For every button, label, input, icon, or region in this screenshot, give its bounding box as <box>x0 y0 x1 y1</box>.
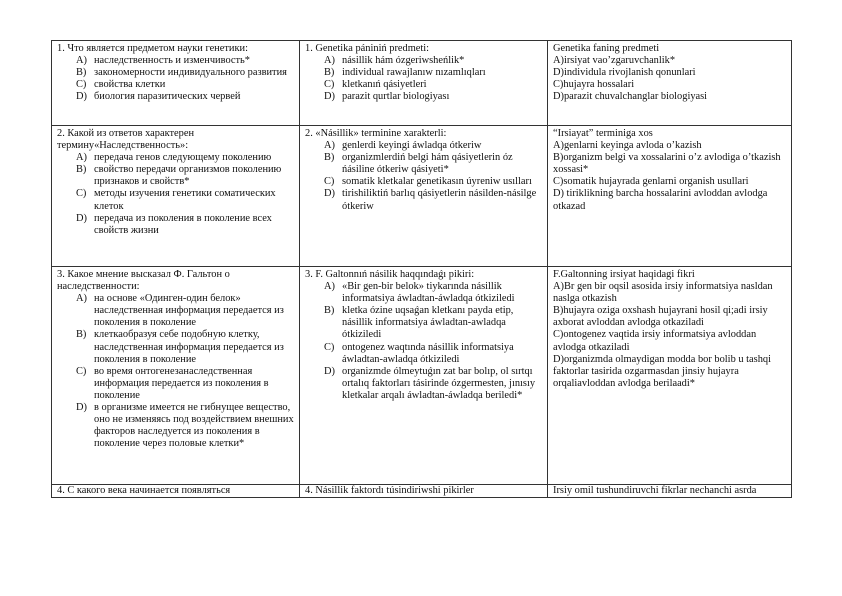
option <box>57 402 294 450</box>
option-text: во время онтогенезанаследственная информация передается из поколения в поколение <box>94 365 269 401</box>
question-text: 1. Genetika pániniń predmeti: <box>305 43 430 54</box>
karakalpak-cell <box>300 41 548 126</box>
option-text: свойства клетки <box>94 79 166 91</box>
text-line: D) tiriklikning barcha hossalarini avloddan avlodga otkazad <box>553 188 768 212</box>
option-marker: B) <box>76 67 87 79</box>
question-text: 3. F. Galtonnıń násilik haqqındaǵı pikiri: <box>305 269 475 280</box>
option-text: клеткаобразуя себе подобную клетку, наследственная информация передается из поколения в поколение <box>94 329 284 365</box>
option-text: individual rawajlanıw nızamlıqları <box>342 67 486 79</box>
russian-cell <box>52 126 300 267</box>
option-text: organizmlerdiń belgi hám qásiyetlerin óz ńásiline ótkeriw qásiyeti* <box>342 152 513 176</box>
option-marker: C) <box>76 188 87 200</box>
option <box>305 79 542 91</box>
karakalpak-cell <box>300 485 548 498</box>
option-text: ontogenez waqtında násillik informatsiya áwladtan-awladqa ótkiziledi <box>342 341 514 365</box>
text-line: F.Galtonning irsiyat haqidagi fikri <box>553 269 695 280</box>
option <box>305 366 542 402</box>
text-line: C)somatik hujayrada genlarni organish usullari <box>553 176 749 188</box>
option-text: биология паразитических червей <box>94 91 241 103</box>
option-marker: C) <box>324 341 335 353</box>
text-line: Irsiy omil tushundiruvchi fikrlar nechanchi asrda <box>553 485 757 496</box>
option-text: násillik hám ózgeriwsheńlik* <box>342 55 465 67</box>
option-marker: D) <box>76 91 87 103</box>
option <box>57 188 294 212</box>
option-marker: B) <box>324 67 335 79</box>
option-text: наследственность и изменчивость* <box>94 55 250 67</box>
option <box>305 176 542 188</box>
text-line: C)hujayra hossalari <box>553 79 635 91</box>
text-line: D)individula rivojlanish qonunlari <box>553 67 696 79</box>
karakalpak-cell <box>300 267 548 485</box>
option-marker: B) <box>76 329 87 341</box>
option <box>305 342 542 366</box>
question-text: 2. Какой из ответов характерен термину«Наследственность»: <box>57 128 194 152</box>
russian-cell <box>52 41 300 126</box>
option <box>305 281 542 305</box>
text-line: A)irsiyat vao’zgaruvchanlik* <box>553 55 676 67</box>
question-row <box>52 485 792 498</box>
question-row <box>52 267 792 485</box>
options-list <box>305 140 542 213</box>
option-marker: C) <box>76 79 87 91</box>
option <box>57 293 294 329</box>
option <box>305 140 542 152</box>
option-marker: D) <box>324 188 335 200</box>
russian-cell <box>52 267 300 485</box>
option-text: parazit qurtlar biologiyası <box>342 91 450 103</box>
option <box>305 67 542 79</box>
option-marker: D) <box>324 365 335 377</box>
option-text: передача генов следующему поколению <box>94 152 272 164</box>
option-text: kletka ózine uqsaǵan kletkanı payda etip, násillik informatsiya áwladtan-awladqa ótkiziledi <box>342 305 514 341</box>
option <box>305 91 542 103</box>
option-text: на основе «Одинген-один белок» наследственная информация передается из поколения в поколение <box>94 293 284 329</box>
option <box>305 55 542 67</box>
option-marker: C) <box>324 79 335 91</box>
options-list <box>57 55 294 103</box>
options-list <box>57 293 294 450</box>
option-marker: A) <box>324 140 335 152</box>
option-marker: A) <box>76 152 87 164</box>
option <box>305 152 542 176</box>
option-text: методы изучения генетики соматических клеток <box>94 188 276 212</box>
options-list <box>305 55 542 103</box>
option-marker: C) <box>76 365 87 377</box>
option-text: genlerdi keyingi áwladqa ótkeriw <box>342 140 482 152</box>
option-text: somatik kletkalar genetikasın úyreniw usılları <box>342 176 532 188</box>
text-line: Genetika faning predmeti <box>553 43 660 54</box>
option-marker: B) <box>76 164 87 176</box>
option <box>57 79 294 91</box>
option-marker: D) <box>76 212 87 224</box>
option <box>57 152 294 164</box>
option <box>305 188 542 212</box>
question-text: 1. Что является предметом науки генетики: <box>57 43 248 54</box>
option <box>57 91 294 103</box>
option-text: «Bir gen-bir belok» tiykarında násillik informatsiya áwladtan-áwladqa ótkiziledi <box>342 281 515 305</box>
option-marker: B) <box>324 152 335 164</box>
uzbek-cell <box>548 267 792 485</box>
text-line: A)Br gen bir oqsil asosida irsiy informatsiya nasldan naslga otkazish <box>553 281 773 305</box>
option-marker: A) <box>324 281 335 293</box>
option-marker: C) <box>324 176 335 188</box>
uzbek-cell <box>548 126 792 267</box>
option <box>305 305 542 341</box>
uzbek-cell <box>548 485 792 498</box>
text-line: D)parazit chuvalchanglar biologiyasi <box>553 91 708 103</box>
question-text: 4. Násillik faktordı túsindiriwshi pikirler <box>305 485 474 496</box>
option <box>57 366 294 402</box>
option-text: в организме имеется не гибнущее вещество, оно не изменяясь под воздействием внешних факторов наследуется из поколения в поколение через половые клетки* <box>94 402 294 450</box>
option-marker: B) <box>324 305 335 317</box>
text-line: C)ontogenez vaqtida irsiy informatsiya avloddan avlodga otkaziladi <box>553 329 757 353</box>
option <box>57 164 294 188</box>
question-text: 3. Какое мнение высказал Ф. Гальтон о наследственности: <box>57 269 230 293</box>
text-line: D)organizmda olmaydigan modda bor bolib u tashqi faktorlar tasirida ozgarmasdan jinsiy hujayra orqaliavloddan avlodga berilaadi* <box>553 353 771 389</box>
russian-cell <box>52 485 300 498</box>
text-line: A)genlarni keyinga avloda o’kazish <box>553 140 702 152</box>
option <box>57 213 294 237</box>
karakalpak-cell <box>300 126 548 267</box>
uzbek-cell <box>548 41 792 126</box>
question-table <box>51 40 792 498</box>
option-text: свойство передачи организмов поколению признаков и свойств* <box>94 164 282 188</box>
text-line: “Irsiayat” terminiga xos <box>553 128 653 139</box>
question-text: 2. «Násillik» terminine xarakterli: <box>305 128 447 139</box>
option-text: tirishiliktiń barlıq qásiyetlerin násilden-násilge ótkeriw <box>342 188 537 212</box>
option <box>57 329 294 365</box>
text-line: B)hujayra oziga oxshash hujayrani hosil qi;adi irsiy axborat avloddan avlodga otkaziladi <box>553 305 768 329</box>
option-marker: A) <box>324 55 335 67</box>
option-marker: D) <box>324 91 335 103</box>
question-text: 4. С какого века начинается появляться <box>57 485 231 496</box>
option-text: передача из поколения в поколение всех свойств жизни <box>94 212 272 236</box>
option-text: закономерности индивидуального развития <box>94 67 287 79</box>
options-list <box>57 152 294 237</box>
option-text: organizmde ólmeytuǵın zat bar bolıp, ol sırtqı ortalıq faktorları tásirinde ózgermesten, jınısıy kletkalar arqalı áwladtan-áwladqa beriledi* <box>342 365 536 401</box>
text-line: B)organizm belgi va xossalarini o’z avlodiga o’tkazish xossasi* <box>553 152 781 176</box>
option-text: kletkanıń qásiyetleri <box>342 79 427 91</box>
options-list <box>305 281 542 402</box>
option-marker: D) <box>76 402 87 414</box>
question-row <box>52 41 792 126</box>
option-marker: A) <box>76 293 87 305</box>
option <box>57 67 294 79</box>
option <box>57 55 294 67</box>
option-marker: A) <box>76 55 87 67</box>
question-row <box>52 126 792 267</box>
